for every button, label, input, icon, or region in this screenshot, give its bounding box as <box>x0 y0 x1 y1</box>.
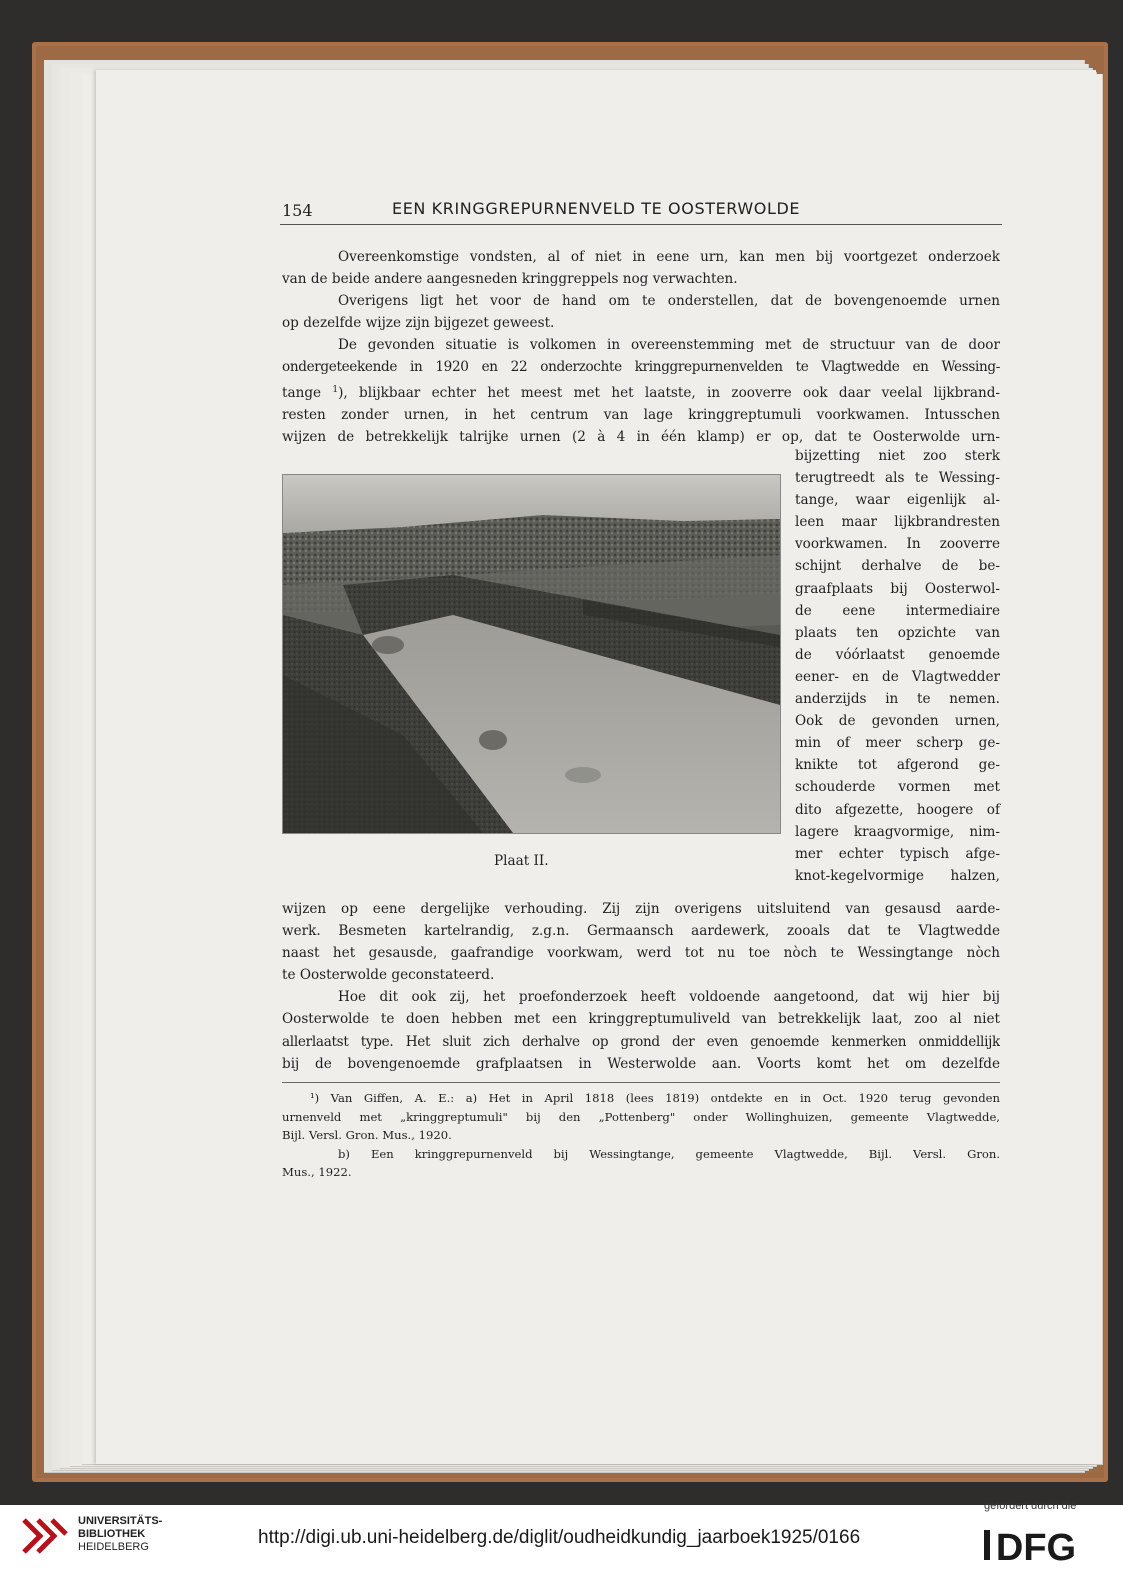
dfg-logo-text: DFG <box>995 1527 1077 1566</box>
text-line: allerlaatst type. Het sluit zich derhalve op grond der even genoemde kenmerken onmiddellijk <box>282 1033 1000 1050</box>
text-line: resten zonder urnen, in het centrum van lage kringgreptumuli voorkwamen. Intusschen <box>282 406 1000 423</box>
footnote-rule <box>282 1082 1000 1083</box>
running-title: EEN KRINGGREPURNENVELD TE OOSTERWOLDE <box>392 199 801 218</box>
funded-by-label: gefördert durch die <box>984 1500 1077 1512</box>
text-line: plaats ten opzichte van <box>795 624 1000 641</box>
text-line <box>282 379 1000 404</box>
text-line: lagere kraagvormige, nim- <box>795 823 1000 840</box>
text-line: leen maar lijkbrandresten <box>795 514 1000 531</box>
university-library-logo-icon <box>20 1512 70 1562</box>
text-line: schouderde vormen met <box>795 779 1000 796</box>
text-line: min of meer scherp ge- <box>795 735 1000 752</box>
text-line: wijzen op eene dergelijke verhouding. Zij zijn overigens uitsluitend van gesausd aarde- <box>282 901 1000 917</box>
header-rule <box>280 224 1002 225</box>
text-line: van de beide andere aangesneden kringgreppels nog verwachten. <box>282 271 738 288</box>
body-text-top <box>282 246 1000 448</box>
text-line: terugtreedt als te Wessing- <box>795 470 1000 487</box>
text-line: voorkwamen. In zooverre <box>795 536 1000 553</box>
text-line: anderzijds in te nemen. <box>795 691 1000 708</box>
footnote-line: b) Een kringgrepurnenveld bij Wessingtange, gemeente Vlagtwedde, Bijl. Versl. Gron. <box>338 1146 1000 1161</box>
text-line: Oosterwolde te doen hebben met een kringgreptumuliveld van betrekkelijk laat, zoo al niet <box>282 1011 1000 1028</box>
text-line: knot-kegelvormige halzen, <box>795 867 1000 884</box>
text-line: naast het gesausde, gaafrandige voorkwam, werd tot nu toe nòch te Wessingtange nòch <box>282 945 1000 962</box>
text-line: op dezelfde wijze zijn bijgezet geweest. <box>282 315 555 332</box>
text-line: Overigens ligt het voor de hand om te onderstellen, dat de bovengenoemde urnen <box>338 293 1000 310</box>
text-line: graafplaats bij Oosterwol- <box>795 580 1000 597</box>
text-line: wijzen de betrekkelijk talrijke urnen (2 à 4 in één klamp) er op, dat te Oosterwolde urn- <box>282 428 1000 445</box>
text-line: tange, waar eigenlijk al- <box>795 492 1000 509</box>
text-line: bij de bovengenoemde grafplaatsen in Westerwolde aan. Voorts komt het om dezelfde <box>282 1055 1000 1072</box>
footnote-ref: 1 <box>332 384 339 395</box>
text-line: werk. Besmeten kartelrandig, z.g.n. Germaansch aardewerk, zooals dat te Vlagtwedde <box>282 923 1000 940</box>
text-line: te Oosterwolde geconstateerd. <box>282 967 495 984</box>
text-line: dito afgezette, hoogere of <box>795 801 1000 818</box>
text-line: Overeenkomstige vondsten, al of niet in eene urn, kan men bij voortgezet onderzoek <box>338 249 1000 265</box>
text-line: schijnt derhalve de be- <box>795 558 1000 575</box>
text-line: Hoe dit ook zij, het proefonderzoek heeft voldoende aangetoond, dat wij hier bij <box>338 989 1000 1006</box>
library-name-line: HEIDELBERG <box>78 1541 149 1553</box>
text-line: knikte tot afgerond ge- <box>795 757 1000 774</box>
text-line: eener- en de Vlagtwedder <box>795 668 1000 685</box>
body-text-bottom <box>282 898 1000 1075</box>
dfg-logo <box>984 1520 1088 1566</box>
excavation-photo <box>282 474 781 834</box>
source-url[interactable]: http://digi.ub.uni-heidelberg.de/diglit/oudheidkundig_jaarboek1925/0166 <box>258 1527 861 1548</box>
text-line: Ook de gevonden urnen, <box>795 713 1000 730</box>
text-line: De gevonden situatie is volkomen in overeenstemming met de structuur van de door <box>338 337 1000 354</box>
library-name <box>78 1515 162 1554</box>
footer-bar <box>0 1505 1123 1594</box>
text-line: de vóórlaatst genoemde <box>795 646 1000 663</box>
text-fragment: tange <box>282 384 322 401</box>
footnotes <box>282 1089 1000 1182</box>
text-line: bijzetting niet zoo sterk <box>795 448 1000 464</box>
page-number: 154 <box>282 201 313 220</box>
library-name-line: BIBLIOTHEK <box>78 1528 146 1540</box>
footnote-line: Mus., 1922. <box>282 1165 352 1180</box>
side-column-text <box>795 445 1000 887</box>
excavation-photo-image <box>283 475 780 833</box>
figure-caption: Plaat II. <box>494 853 549 869</box>
footnote-line: Bijl. Versl. Gron. Mus., 1920. <box>282 1128 452 1143</box>
footnote-line: ¹) Van Giffen, A. E.: a) Het in April 1818 (lees 1819) ontdekte en in Oct. 1920 terug gevonden <box>310 1091 1000 1105</box>
text-fragment: ), blijkbaar echter het meest met het laatste, in zooverre ook daar veelal lijkbrand- <box>338 384 1000 401</box>
text-line: mer echter typisch afge- <box>795 845 1000 862</box>
library-name-line: UNIVERSITÄTS- <box>78 1515 163 1527</box>
text-line: de eene intermediaire <box>795 602 1000 619</box>
footnote-line: urnenveld met „kringgreptumuli" bij den „Pottenberg" onder Wollinghuizen, gemeente Vlagtwedde, <box>282 1109 1000 1124</box>
text-line: ondergeteekende in 1920 en 22 onderzochte kringgrepurnenvelden te Vlagtwedde en Wessing- <box>282 359 1000 376</box>
